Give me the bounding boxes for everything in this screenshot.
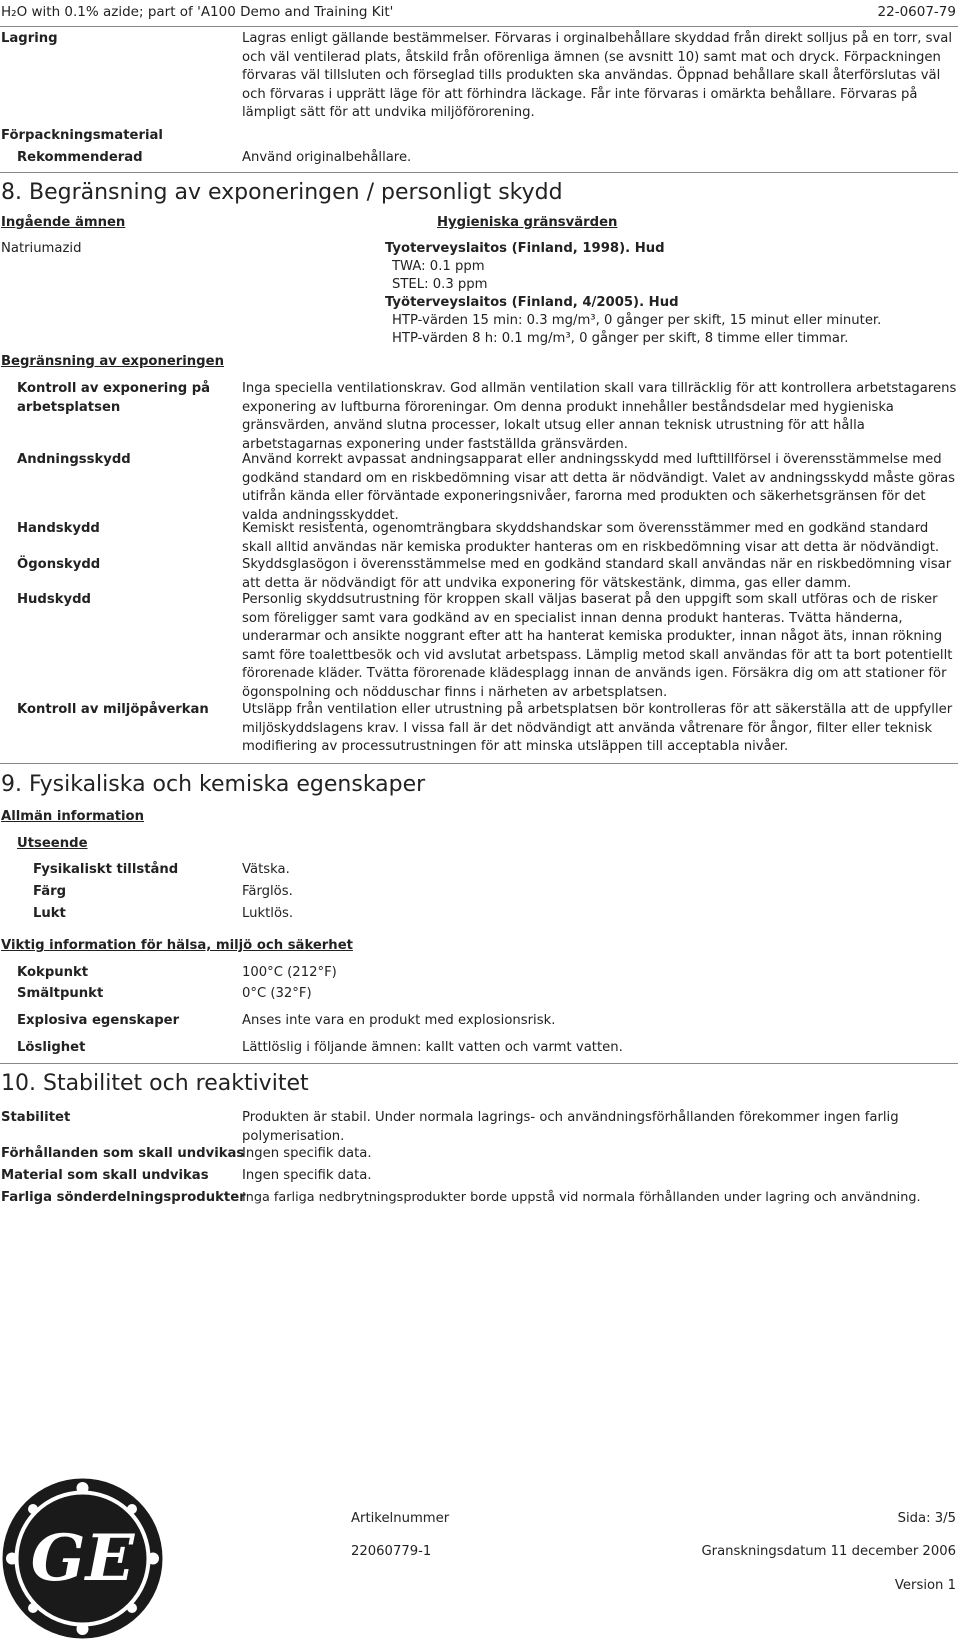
conditions-label: Förhållanden som skall undvikas	[1, 1146, 245, 1161]
ge-logo-icon	[0, 1476, 165, 1641]
stability-label: Stabilitet	[1, 1110, 71, 1125]
hand-text: Kemiskt resistenta, ogenomträngbara skyddshandskar som överensstämmer med en godkänd standard skall alltid användas när kemiska produkter hanteras om en riskbedömning visar att detta är nödvändigt.	[242, 521, 940, 555]
environment-label: Kontroll av miljöpåverkan	[17, 702, 209, 717]
ingredients-column-header: Ingående ämnen	[1, 215, 126, 230]
materials-value: Ingen specifik data.	[242, 1168, 372, 1183]
stability-value: Produkten är stabil. Under normala lagrings- och användningsförhållanden förekommer ingen farlig polymerisation.	[242, 1110, 899, 1144]
hand-label: Handskydd	[17, 521, 100, 536]
limit-line: TWA: 0.1 ppm	[392, 259, 485, 274]
skin-text: Personlig skyddsutrustning för kroppen skall väljas baserat på den uppgift som skall utföras och de risker som föreligger samt vara godkänd av en specialist innan denna produkt hanteras. Tvätta händerna, underarmar och ansikte noggrant efter att ha hanterat kemiska produkter, innan något äts, innan rökning samt före toalettbesök och vid avslutat arbetspass. Lämplig metod skall användas för att ta bort potentiellt förorenade kläder. Tvätta förorenade klädesplagg innan de används igen. Försäkra dig om att stationer för ögonspolning och nödduschar finns i närheten av arbetsplatsen.	[242, 592, 953, 700]
ingredient-name: Natriumazid	[1, 241, 82, 256]
document-title: H₂O with 0.1% azide; part of 'A100 Demo and Training Kit'	[1, 4, 394, 20]
eye-label: Ögonskydd	[17, 557, 101, 572]
decomposition-label: Farliga sönderdelningsprodukter	[1, 1190, 246, 1205]
respiratory-label: Andningsskydd	[17, 452, 131, 467]
important-info-subheading: Viktig information för hälsa, miljö och säkerhet	[1, 938, 353, 953]
melting-point-label: Smältpunkt	[17, 986, 104, 1001]
materials-label: Material som skall undvikas	[1, 1168, 209, 1183]
appearance-subheading: Utseende	[17, 836, 88, 851]
recommended-label: Rekommenderad	[17, 150, 143, 165]
limit-line: Tyoterveyslaitos (Finland, 1998). Hud	[385, 241, 665, 256]
article-number-value: 22060779-1	[351, 1544, 432, 1559]
solubility-label: Löslighet	[17, 1040, 86, 1055]
color-label: Färg	[33, 884, 67, 899]
article-number-label: Artikelnummer	[351, 1511, 450, 1526]
limit-line: HTP-värden 15 min: 0.3 mg/m³, 0 gånger per skift, 15 minut eller minuter.	[392, 313, 882, 328]
limit-line: HTP-värden 8 h: 0.1 mg/m³, 0 gånger per skift, 8 timme eller timmar.	[392, 331, 849, 346]
odor-value: Luktlös.	[242, 906, 294, 921]
melting-point-value: 0°C (32°F)	[242, 986, 312, 1001]
storage-text: Lagras enligt gällande bestämmelser. Förvaras i orginalbehållare skyddad från direkt solljus på en torr, sval och väl ventilerad plats, åtskild från oförenliga ämnen (se avsnitt 10) samt mat och dryck. Förpackningen förvaras väl tillsluten och förseglad tills produkten ska användas. Öppnad behållare skall återförslutas väl och förvaras i upprätt läge för att förhindra läckage. Får inte förvaras i omärkta behållare. Förvaras på lämpligt sätt för att undvika miljöförorening.	[242, 31, 953, 120]
section-divider	[0, 1063, 958, 1064]
exposure-subheading: Begränsning av exponeringen	[1, 354, 224, 369]
general-info-subheading: Allmän information	[1, 809, 144, 824]
workplace-label: Kontroll av exponering på arbetsplatsen	[17, 381, 211, 415]
recommended-value: Använd originalbehållare.	[242, 150, 412, 165]
boiling-point-label: Kokpunkt	[17, 965, 89, 980]
physical-state-value: Vätska.	[242, 862, 290, 877]
logo-text: GE	[30, 1521, 135, 1596]
header-divider	[0, 26, 958, 27]
limit-line: STEL: 0.3 ppm	[392, 277, 488, 292]
packaging-label: Förpackningsmaterial	[1, 128, 163, 143]
explosive-label: Explosiva egenskaper	[17, 1013, 180, 1028]
color-value: Färglös.	[242, 884, 293, 899]
workplace-text: Inga speciella ventilationskrav. God allmän ventilation skall vara tillräcklig för att kontrollera arbetstagarens exponering av luftburna föroreningar. Om denna produkt innehåller beståndsdelar med hygieniska gränsvärden, använd slutna processer, lokalt utsug eller annan teknisk utrustning för att hålla arbetstagarnas exponering under fastställda gränsvärden.	[242, 381, 957, 452]
conditions-value: Ingen specifik data.	[242, 1146, 372, 1161]
section-divider	[0, 763, 958, 764]
explosive-value: Anses inte vara en produkt med explosionsrisk.	[242, 1013, 556, 1028]
solubility-value: Lättlöslig i följande ämnen: kallt vatten och varmt vatten.	[242, 1040, 623, 1055]
physical-state-label: Fysikaliskt tillstånd	[33, 862, 179, 877]
odor-label: Lukt	[33, 906, 66, 921]
section-10-heading: 10. Stabilitet och reaktivitet	[1, 1071, 309, 1096]
limit-line: Työterveyslaitos (Finland, 4/2005). Hud	[385, 295, 679, 310]
version: Version 1	[894, 1578, 956, 1593]
section-8-heading: 8. Begränsning av exponeringen / personligt skydd	[1, 180, 563, 205]
limits-column-header: Hygieniska gränsvärden	[437, 215, 618, 230]
skin-label: Hudskydd	[17, 592, 91, 607]
storage-label: Lagring	[1, 31, 58, 46]
document-number: 22-0607-79	[877, 4, 956, 20]
respiratory-text: Använd korrekt avpassat andningsapparat eller andningsskydd med lufttillförsel i överensstämmelse med godkänd standard om en riskbedömning visar att detta är nödvändigt. Valet av andningsskydd måste göras utifrån kända eller förväntade exponeringsnivåer, farorna med produkten och säkerhetsgränsen för det valda andningsskyddet.	[242, 452, 956, 523]
eye-text: Skyddsglasögon i överensstämmelse med en godkänd standard skall användas när en riskbedömning visar att detta är nödvändigt för att undvika exponering för vätskestänk, dimma, gas eller damm.	[242, 557, 952, 591]
page-number: Sida: 3/5	[897, 1511, 956, 1526]
ge-logo	[0, 1476, 165, 1641]
section-divider	[0, 172, 958, 173]
environment-text: Utsläpp från ventilation eller utrustning på arbetsplatsen bör kontrolleras för att säkerställa att de uppfyller miljöskyddslagens krav. I vissa fall är det nödvändigt att använda våtrenare för ångor, filter eller teknisk modifiering av processutrustningen för att minska utsläppen till acceptabla nivåer.	[242, 702, 953, 754]
decomposition-value: Inga farliga nedbrytningsprodukter borde uppstå vid normala förhållanden under lagring och användning.	[242, 1190, 921, 1205]
section-9-heading: 9. Fysikaliska och kemiska egenskaper	[1, 772, 426, 797]
boiling-point-value: 100°C (212°F)	[242, 965, 337, 980]
review-date: Granskningsdatum 11 december 2006	[701, 1544, 956, 1559]
